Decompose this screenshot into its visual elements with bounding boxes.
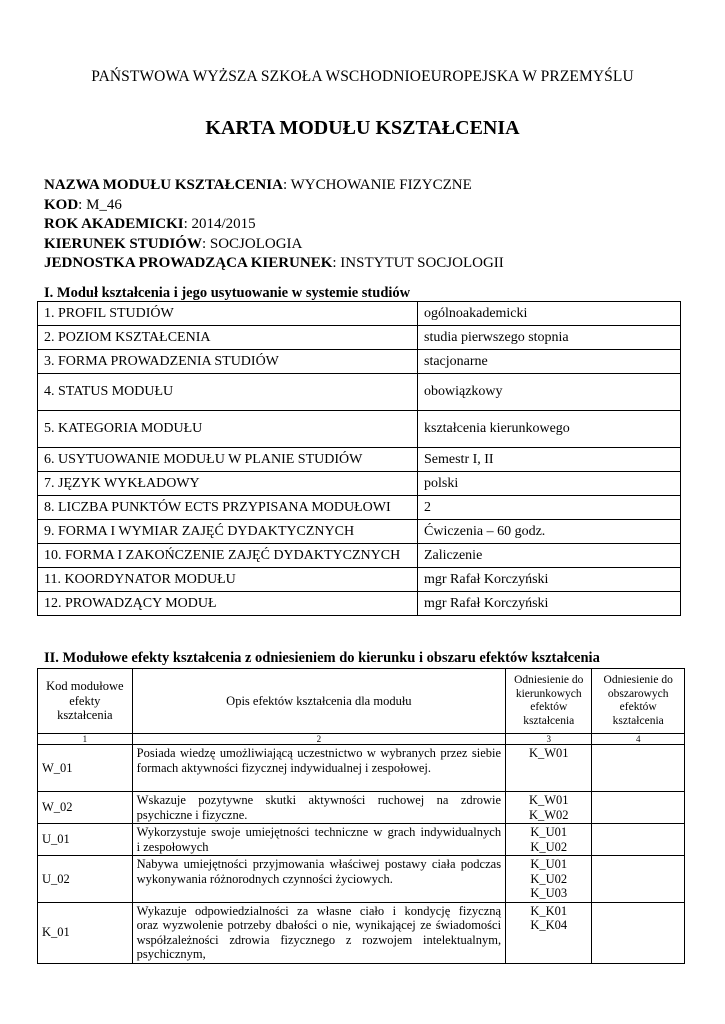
- document-title: KARTA MODUŁU KSZTAŁCENIA: [205, 117, 520, 139]
- row-label: 8. LICZBA PUNKTÓW ECTS PRZYPISANA MODUŁOWI: [38, 496, 418, 520]
- row-label: 12. PROWADZĄCY MODUŁ: [38, 592, 418, 616]
- header-code: Kod modułowe efekty kształcenia: [38, 669, 133, 734]
- row-value: stacjonarne: [418, 350, 681, 374]
- meta-row-unit: [44, 254, 504, 274]
- row-label: 1. PROFIL STUDIÓW: [38, 302, 418, 326]
- section2-title: II. Modułowe efekty kształcenia z odniesieniem do kierunku i obszaru efektów kształcenia: [44, 650, 600, 666]
- outcome-field-reference: K_K01 K_K04: [506, 902, 592, 963]
- row-label: 7. JĘZYK WYKŁADOWY: [38, 472, 418, 496]
- row-value: Semestr I, II: [418, 448, 681, 472]
- table-row: [38, 472, 681, 496]
- header-description: Opis efektów kształcenia dla modułu: [132, 669, 505, 734]
- table-row: [38, 326, 681, 350]
- meta-label: NAZWA MODUŁU KSZTAŁCENIA: [44, 177, 283, 193]
- row-label: 3. FORMA PROWADZENIA STUDIÓW: [38, 350, 418, 374]
- column-number: 4: [592, 734, 685, 745]
- outcome-field-reference: K_U01 K_U02 K_U03: [506, 856, 592, 903]
- column-number: 3: [506, 734, 592, 745]
- outcome-code: U_01: [38, 824, 133, 856]
- table-row: [38, 520, 681, 544]
- row-label: 10. FORMA I ZAKOŃCZENIE ZAJĘĆ DYDAKTYCZNYCH: [38, 544, 418, 568]
- outcome-area-reference: [592, 792, 685, 824]
- table-row: [38, 496, 681, 520]
- meta-label: JEDNOSTKA PROWADZĄCA KIERUNEK: [44, 255, 333, 271]
- outcome-code: U_02: [38, 856, 133, 903]
- row-label: 2. POZIOM KSZTAŁCENIA: [38, 326, 418, 350]
- meta-value: : INSTYTUT SOCJOLOGII: [332, 255, 504, 271]
- row-value: kształcenia kierunkowego: [418, 411, 681, 448]
- meta-label: KOD: [44, 196, 79, 213]
- meta-row-module-name: [44, 176, 504, 196]
- header-field-reference: Odniesienie do kierunkowych efektów kształcenia: [506, 669, 592, 734]
- outcome-code: K_01: [38, 902, 133, 963]
- outcome-area-reference: [592, 745, 685, 792]
- meta-value: : M_46: [78, 196, 122, 213]
- outcome-description: Posiada wiedzę umożliwiającą uczestnictwo w wybranych przez siebie formach aktywności fizycznej indywidualnej i zespołowej.: [132, 745, 505, 792]
- column-number-row: [38, 734, 685, 745]
- row-value: polski: [418, 472, 681, 496]
- row-label: 11. KOORDYNATOR MODUŁU: [38, 568, 418, 592]
- meta-value: : SOCJOLOGIA: [201, 235, 303, 252]
- module-placement-table: [37, 301, 681, 616]
- row-label: 6. USYTUOWANIE MODUŁU W PLANIE STUDIÓW: [38, 448, 418, 472]
- outcome-description: Wykorzystuje swoje umiejętności techniczne w grach indywidualnych i zespołowych: [132, 824, 505, 856]
- header-area-reference: Odniesienie do obszarowych efektów kształcenia: [592, 669, 685, 734]
- table-row: [38, 544, 681, 568]
- table-row: [38, 792, 685, 824]
- outcome-area-reference: [592, 824, 685, 856]
- row-value: studia pierwszego stopnia: [418, 326, 681, 350]
- table-header-row: [38, 669, 685, 734]
- outcome-code: W_02: [38, 792, 133, 824]
- outcome-field-reference: K_U01 K_U02: [506, 824, 592, 856]
- learning-outcomes-table: [37, 668, 685, 964]
- outcome-area-reference: [592, 902, 685, 963]
- table-row: [38, 902, 685, 963]
- row-value: 2: [418, 496, 681, 520]
- meta-label: ROK AKADEMICKI: [44, 216, 184, 232]
- table-row: [38, 350, 681, 374]
- row-value: mgr Rafał Korczyński: [418, 592, 681, 616]
- row-label: 4. STATUS MODUŁU: [38, 374, 418, 411]
- table-row: [38, 411, 681, 448]
- outcome-description: Nabywa umiejętności przyjmowania właściwej postawy ciała podczas wykonywania różnorodnych czynności życiowych.: [132, 856, 505, 903]
- meta-row-code: [44, 196, 504, 216]
- university-name: PAŃSTWOWA WYŻSZA SZKOŁA WSCHODNIOEUROPEJSKA W PRZEMYŚLU: [91, 68, 634, 85]
- row-label: 5. KATEGORIA MODUŁU: [38, 411, 418, 448]
- outcome-area-reference: [592, 856, 685, 903]
- row-value: obowiązkowy: [418, 374, 681, 411]
- table-row: [38, 302, 681, 326]
- row-value: ogólnoakademicki: [418, 302, 681, 326]
- meta-row-field-of-study: [44, 235, 504, 255]
- column-number: 2: [132, 734, 505, 745]
- table-row: [38, 745, 685, 792]
- table-row: [38, 374, 681, 411]
- table-row: [38, 568, 681, 592]
- row-value: Ćwiczenia – 60 godz.: [418, 520, 681, 544]
- outcome-field-reference: K_W01 K_W02: [506, 792, 592, 824]
- outcome-field-reference: K_W01: [506, 745, 592, 792]
- table-row: [38, 448, 681, 472]
- outcome-description: Wykazuje odpowiedzialności za własne ciało i kondycję fizyczną oraz wyzwolenie potrzeby dbałości o nie, wynikającej ze świadomości współzależności zdrowia fizycznego z rozwojem intelektualnym, psychicznym,: [132, 902, 505, 963]
- meta-label: KIERUNEK STUDIÓW: [44, 235, 202, 252]
- row-label: 9. FORMA I WYMIAR ZAJĘĆ DYDAKTYCZNYCH: [38, 520, 418, 544]
- module-metadata: [44, 176, 504, 274]
- row-value: Zaliczenie: [418, 544, 681, 568]
- column-number: 1: [38, 734, 133, 745]
- meta-value: : WYCHOWANIE FIZYCZNE: [282, 177, 472, 193]
- table-row: [38, 592, 681, 616]
- meta-value: : 2014/2015: [183, 216, 256, 232]
- meta-row-academic-year: [44, 215, 504, 235]
- row-value: mgr Rafał Korczyński: [418, 568, 681, 592]
- outcome-description: Wskazuje pozytywne skutki aktywności ruchowej na zdrowie psychiczne i fizyczne.: [132, 792, 505, 824]
- outcome-code: W_01: [38, 745, 133, 792]
- table-row: [38, 824, 685, 856]
- section1-title: I. Moduł kształcenia i jego usytuowanie w systemie studiów: [44, 285, 411, 301]
- table-row: [38, 856, 685, 903]
